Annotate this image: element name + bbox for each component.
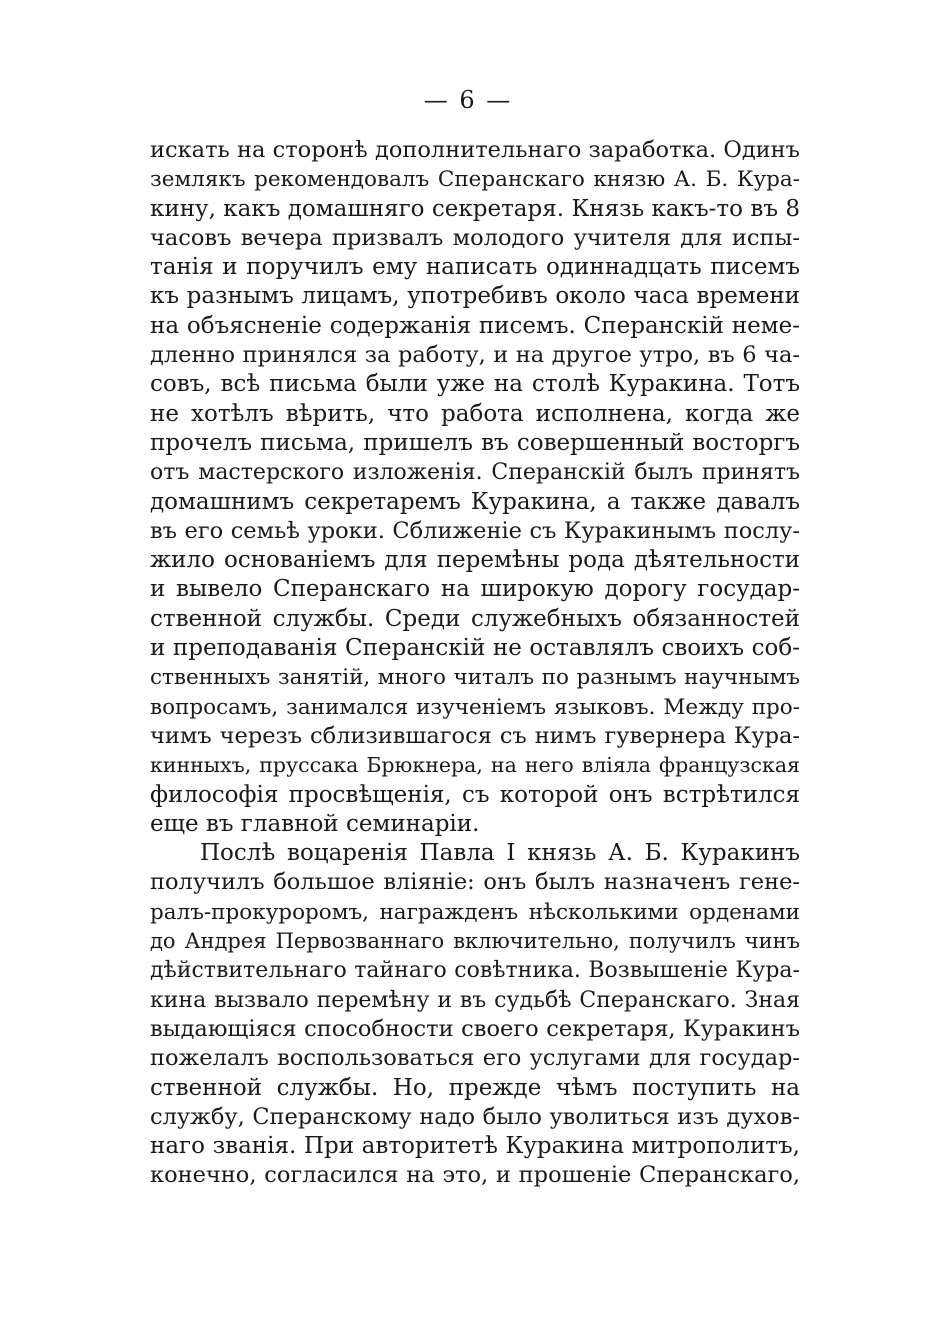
text-line: часовъ вечера призвалъ молодого учителя для испы- bbox=[150, 224, 800, 251]
text-line: къ разнымъ лицамъ, употребивъ около часа времени bbox=[150, 283, 800, 310]
text-line: ственной службы. Среди служебныхъ обязанностей bbox=[150, 605, 800, 632]
text-line: Послѣ воцаренія Павла I князь А. Б. Куракинъ bbox=[200, 840, 800, 867]
text-line: конечно, согласился на это, и прошеніе Сперанскаго, bbox=[150, 1162, 800, 1189]
paragraph-1 bbox=[150, 136, 800, 839]
text-line: философія просвѣщенія, съ которой онъ встрѣтился bbox=[150, 781, 800, 808]
text-line: отъ мастерского изложенія. Сперанскій былъ принятъ bbox=[150, 460, 800, 486]
text-line: кинныхъ, пруссака Брюкнера, на него вліяла французская bbox=[150, 753, 800, 778]
text-line: ралъ-прокуроромъ, награжденъ нѣсколькими орденами bbox=[150, 899, 800, 925]
text-line: жило основаніемъ для перемѣны рода дѣятельности bbox=[150, 547, 800, 574]
page-number: — 6 — bbox=[423, 86, 513, 114]
body-text bbox=[150, 136, 800, 1191]
paragraph-2 bbox=[150, 839, 800, 1191]
text-line: землякъ рекомендовалъ Сперанскаго князю А. Б. Кура- bbox=[150, 167, 800, 193]
text-line: искать на сторонѣ дополнительнаго заработка. Одинъ bbox=[150, 137, 800, 163]
text-line: службу, Сперанскому надо было уволиться изъ духов- bbox=[150, 1103, 800, 1130]
text-line: вопросамъ, занимался изученіемъ языковъ. Между про- bbox=[150, 694, 800, 720]
text-line: выдающіяся способности своего секретаря, Куракинъ bbox=[150, 1015, 800, 1042]
text-line: совъ, всѣ письма были уже на столѣ Куракина. Тотъ bbox=[150, 371, 800, 398]
text-line: еще въ главной семинаріи. bbox=[150, 810, 480, 837]
text-line: наго званія. При авторитетѣ Куракина митрополитъ, bbox=[150, 1133, 800, 1160]
text-line: получилъ большое вліяніе: онъ былъ назначенъ гене- bbox=[150, 869, 800, 896]
text-line: и вывело Сперанскаго на широкую дорогу государ- bbox=[150, 576, 800, 603]
text-line: не хотѣлъ вѣрить, что работа исполнена, когда же bbox=[150, 400, 800, 427]
text-line: на объясненіе содержанія писемъ. Сперанскій неме- bbox=[150, 312, 800, 339]
text-line: дѣйствительнаго тайнаго совѣтника. Возвышеніе Кура- bbox=[150, 958, 800, 984]
text-line: ственныхъ занятій, много читалъ по разнымъ научнымъ bbox=[150, 665, 800, 691]
text-line: въ его семьѣ уроки. Сближеніе съ Куракинымъ послу- bbox=[150, 517, 800, 544]
text-line: домашнимъ секретаремъ Куракина, а также давалъ bbox=[150, 488, 800, 515]
text-line: чимъ черезъ сблизившагося съ нимъ гувернера Кура- bbox=[150, 722, 800, 749]
text-line: прочелъ письма, пришелъ въ совершенный восторгъ bbox=[150, 429, 800, 456]
text-line: дленно принялся за работу, и на другое утро, въ 6 ча- bbox=[150, 342, 800, 369]
text-line: ственной службы. Но, прежде чѣмъ поступить на bbox=[150, 1074, 800, 1101]
text-line: кина вызвало перемѣну и въ судьбѣ Сперанскаго. Зная bbox=[150, 987, 800, 1013]
text-line: пожелалъ воспользоваться его услугами для государ- bbox=[150, 1045, 800, 1072]
text-line: кину, какъ домашняго секретаря. Князь какъ-то въ 8 bbox=[150, 195, 800, 222]
text-line: танія и поручилъ ему написать одиннадцать писемъ bbox=[150, 254, 800, 281]
text-line: до Андрея Первозваннаго включительно, получилъ чинъ bbox=[150, 929, 800, 954]
text-line: и преподаванія Сперанскій не оставлялъ своихъ соб- bbox=[150, 635, 800, 662]
